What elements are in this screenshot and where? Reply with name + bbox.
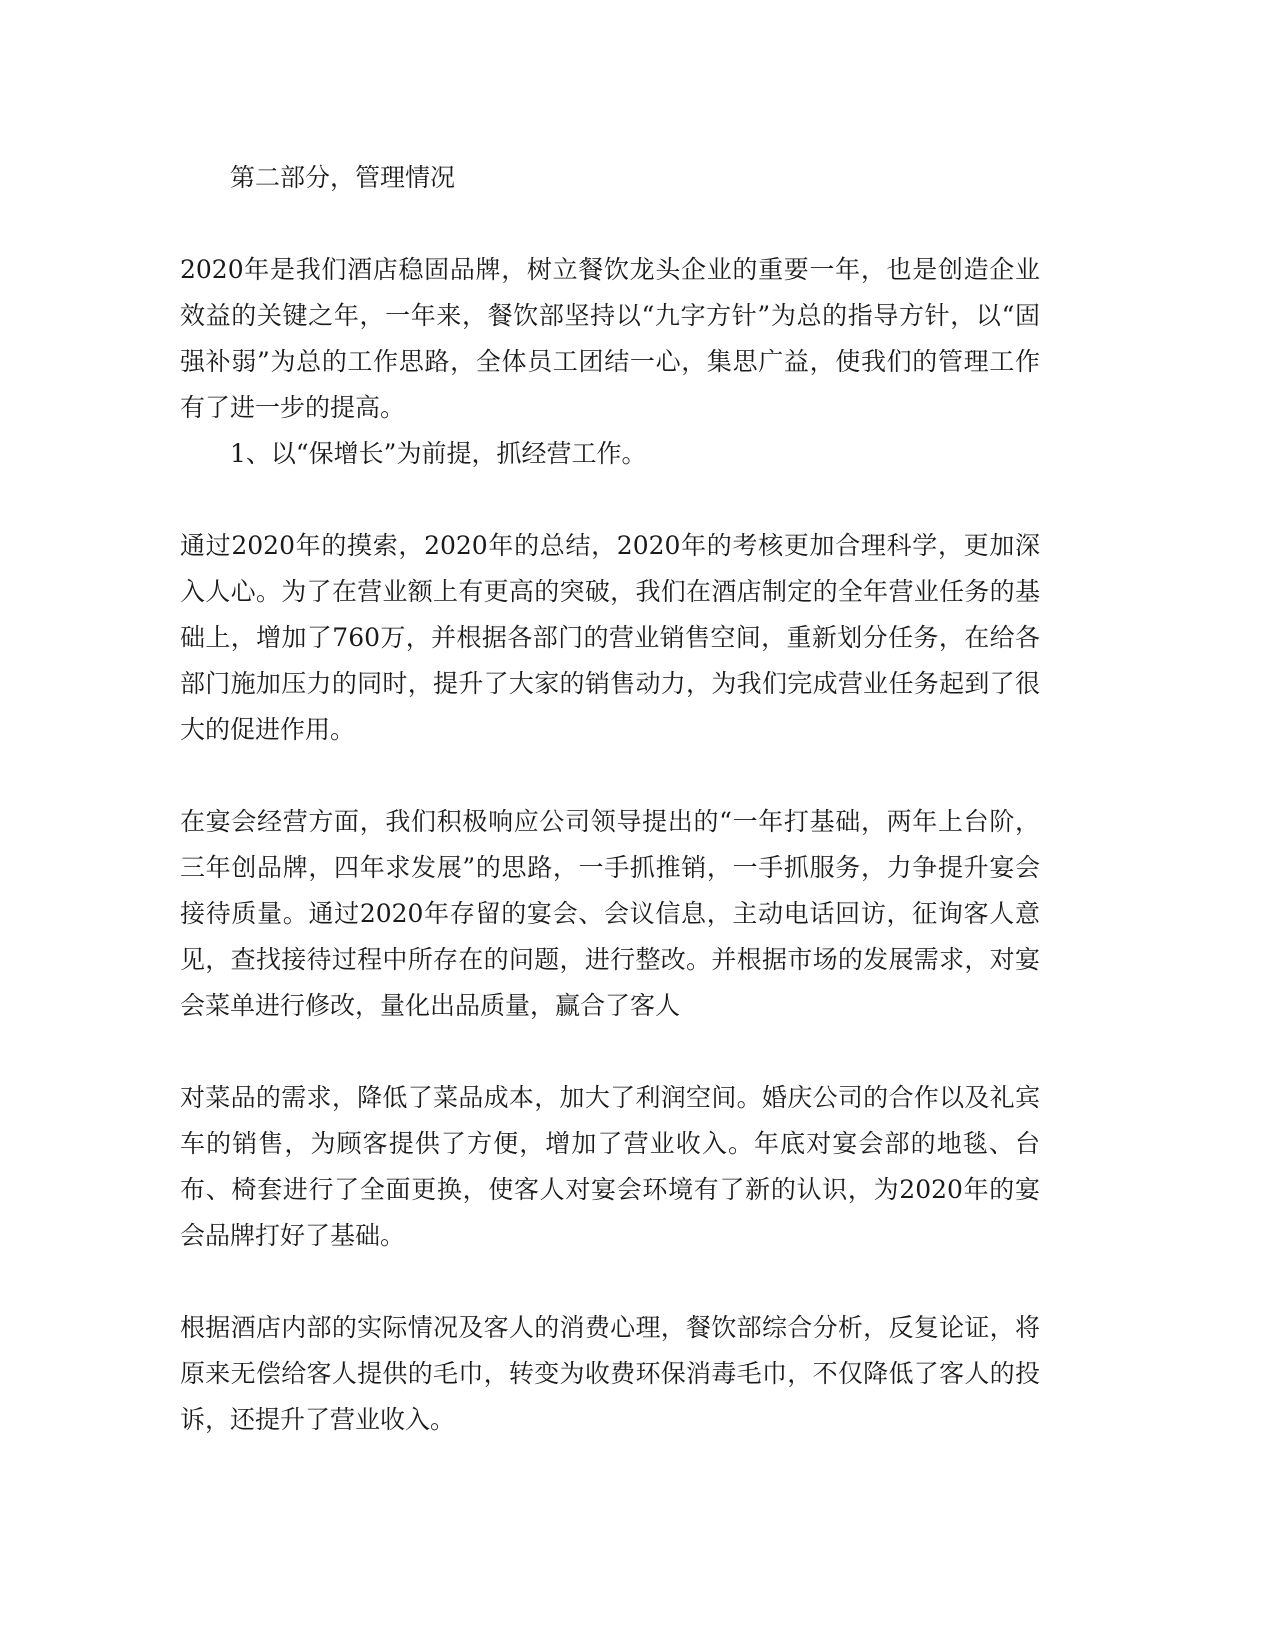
subheading-1: 1、以“保增长”为前提，抓经营工作。 xyxy=(230,439,647,468)
paragraph-banquet-continued: 对菜品的需求，降低了菜品成本，加大了利润空间。婚庆公司的合作以及礼宾车的销售，为顾客提供了方便，增加了营业收入。年底对宴会部的地毯、台布、椅套进行了全面更换，使客人对宴会环境有了新的认识，为2020年的宴会品牌打好了基础。 xyxy=(180,1083,1040,1250)
section-heading: 第二部分，管理情况 xyxy=(230,163,456,192)
paragraph-intro: 2020年是我们酒店稳固品牌，树立餐饮龙头企业的重要一年，也是创造企业效益的关键之年，一年来，餐饮部坚持以“九字方针”为总的指导方针，以“固强补弱”为总的工作思路，全体员工团结一心，集思广益，使我们的管理工作有了进一步的提高。 xyxy=(180,255,1040,422)
document-body xyxy=(180,155,1040,1443)
paragraph-towels: 根据酒店内部的实际情况及客人的消费心理，餐饮部综合分析，反复论证，将原来无偿给客人提供的毛巾，转变为收费环保消毒毛巾，不仅降低了客人的投诉，还提升了营业收入。 xyxy=(180,1313,1040,1434)
paragraph-banquet: 在宴会经营方面，我们积极响应公司领导提出的“一年打基础，两年上台阶，三年创品牌，四年求发展”的思路，一手抓推销，一手抓服务，力争提升宴会接待质量。通过2020年存留的宴会、会议信息，主动电话回访，征询客人意见，查找接待过程中所存在的问题，进行整改。并根据市场的发展需求，对宴会菜单进行修改，量化出品质量，赢合了客人 xyxy=(180,807,1040,1020)
paragraph-sales-target: 通过2020年的摸索，2020年的总结，2020年的考核更加合理科学，更加深入人心。为了在营业额上有更高的突破，我们在酒店制定的全年营业任务的基础上，增加了760万，并根据各部门的营业销售空间，重新划分任务，在给各部门施加压力的同时，提升了大家的销售动力，为我们完成营业任务起到了很大的促进作用。 xyxy=(180,531,1040,744)
